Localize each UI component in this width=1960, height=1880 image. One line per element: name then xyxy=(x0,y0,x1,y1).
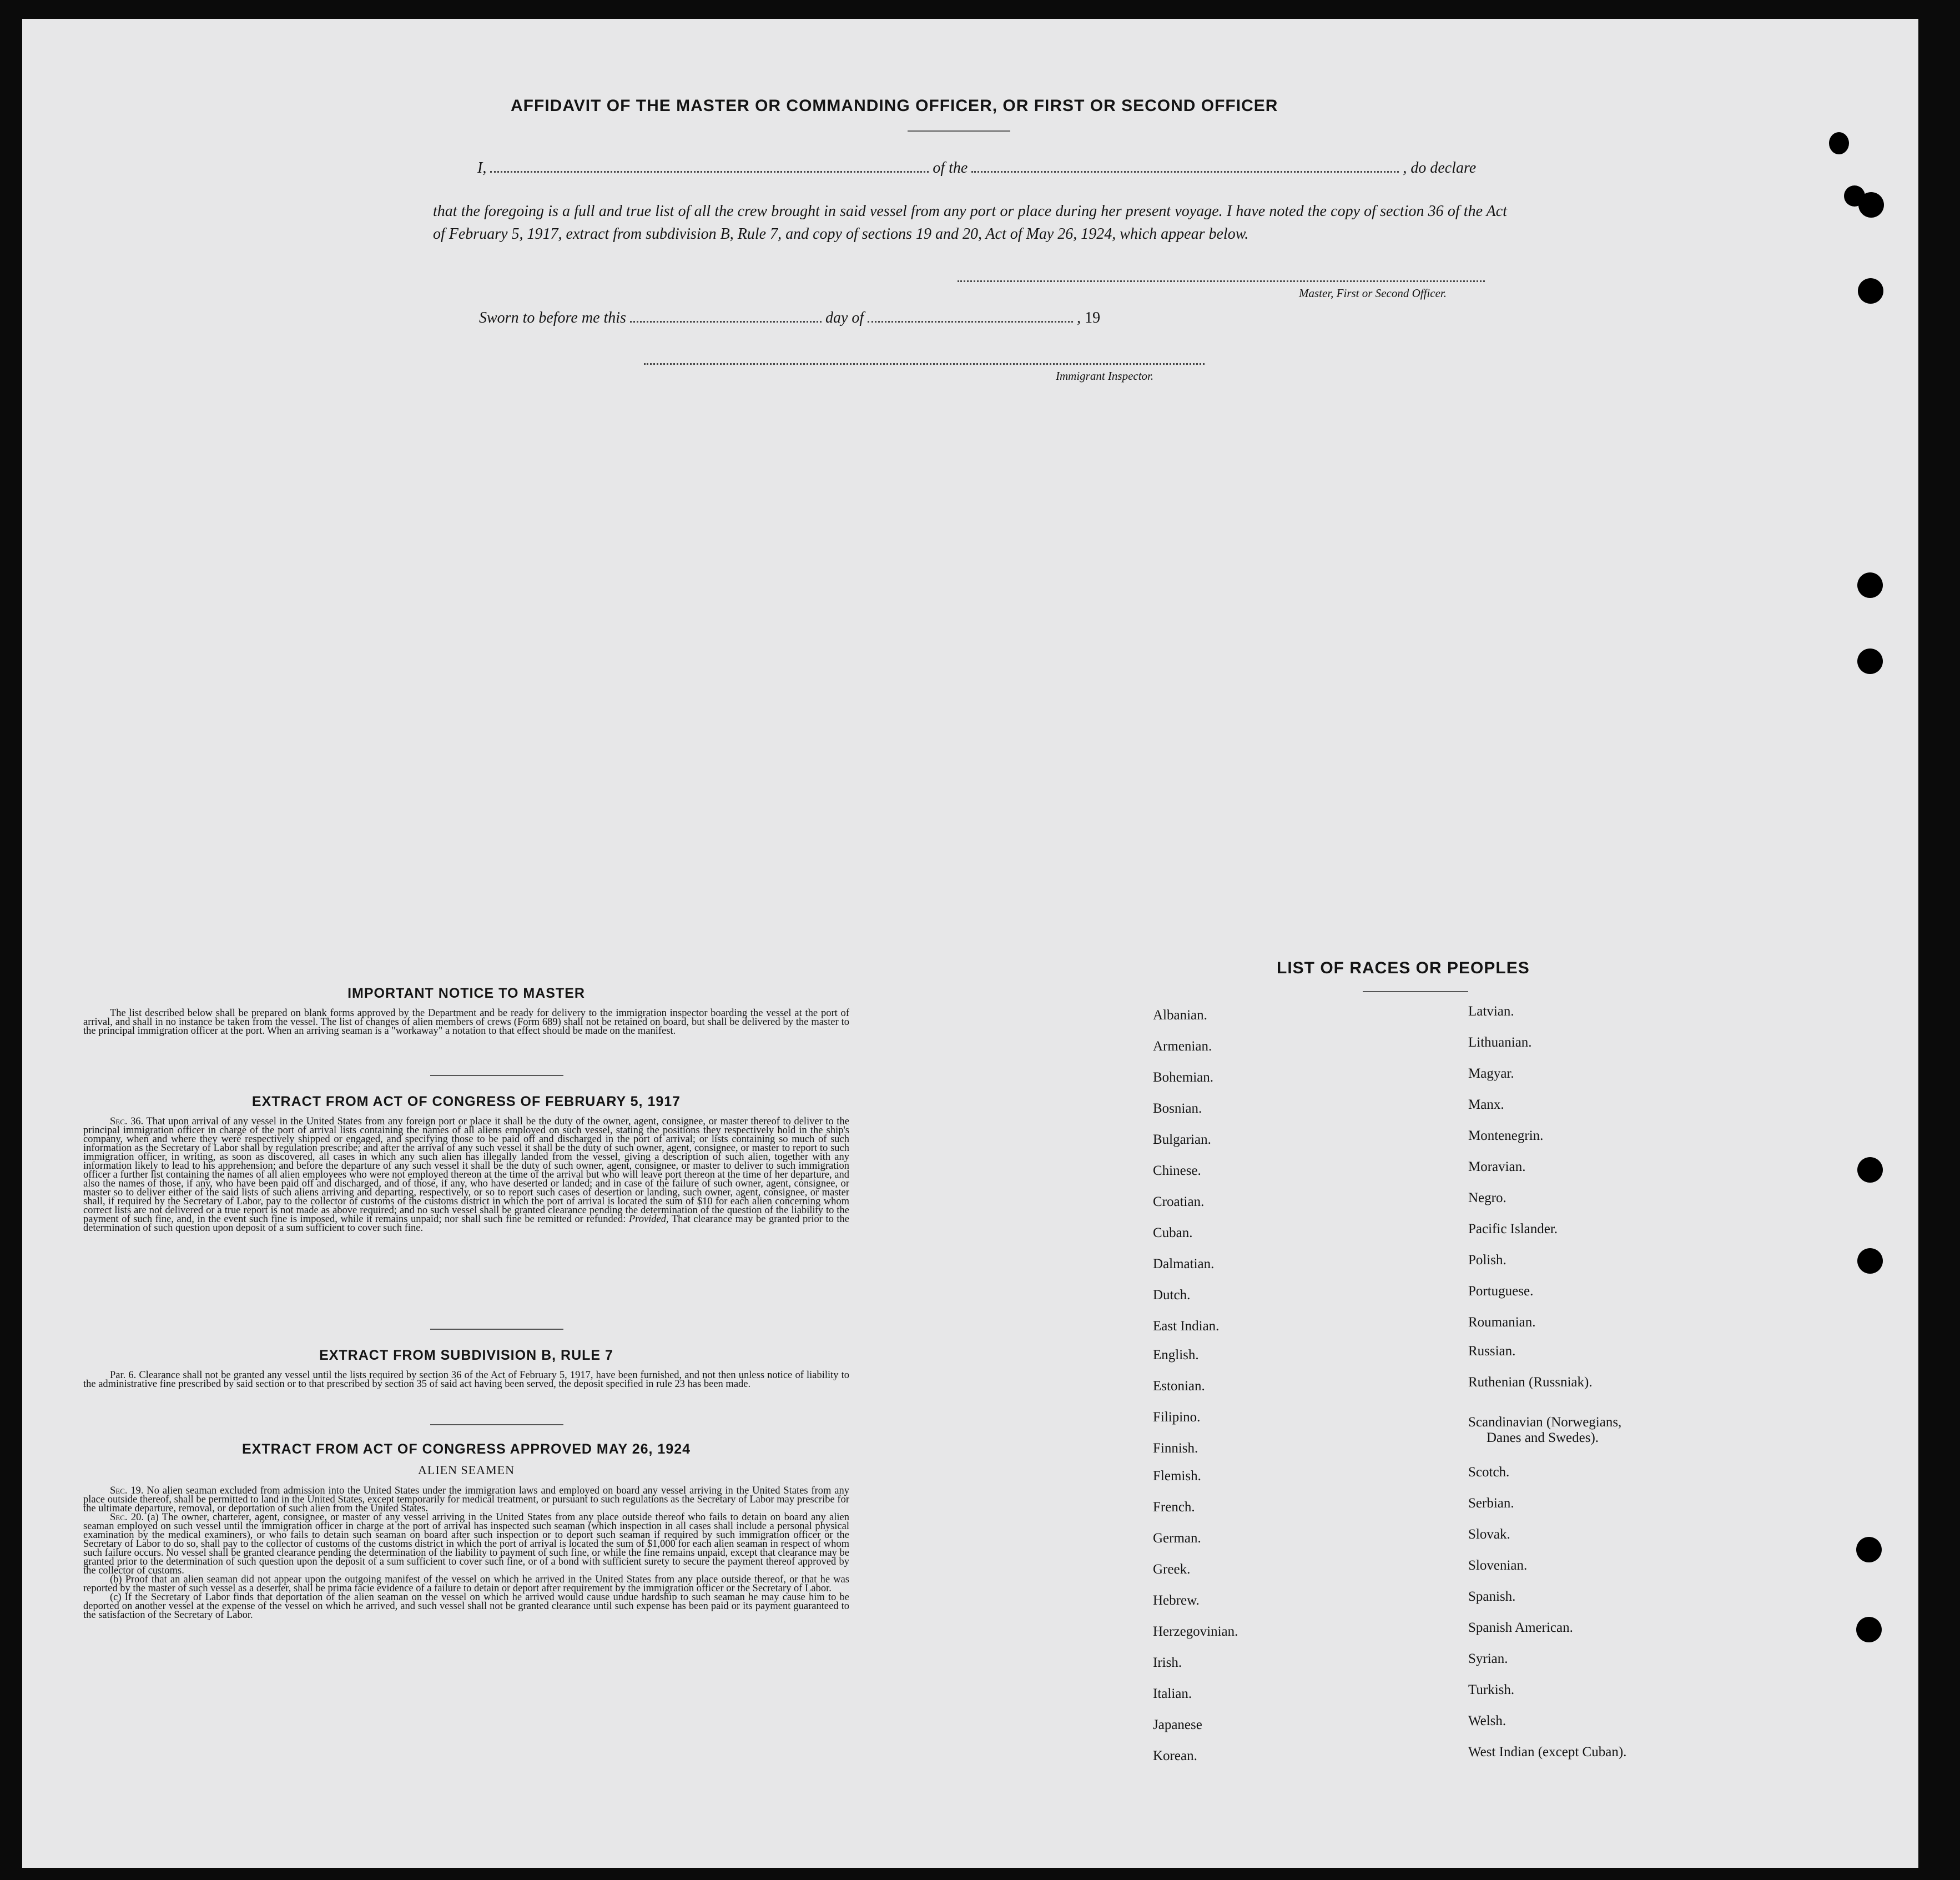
race-right-item: Slovenian. xyxy=(1468,1558,1528,1573)
punch-hole xyxy=(1857,1248,1883,1274)
provided-word: Provided, xyxy=(628,1214,669,1225)
race-left-item: Filipino. xyxy=(1153,1410,1201,1425)
race-left-item: Bulgarian. xyxy=(1153,1132,1211,1147)
sec36-body: That upon arrival of any vessel in the United States from any foreign port or place it shall be the duty of the owner, agent, consignee, or master thereof to deliver to the principal immigration officer in charge of the port of arrival lists containing the names of all aliens employed on such vessel, stating the positions they respectively hold in the ship's company, when and where they were respectively shipped or engaged, and specifying those to be paid off and discharged in the port of arrival; or lists containing so much of such information as the Secretary of Labor shall by regulation prescribe; and after the arrival of any such vessel it shall be the duty of such owner, agent, consignee, or master to report to such immigration officer, in writing, as soon as discovered, all cases in which any such alien has illegally landed from the vessel, giving a description of such alien, together with any information likely to lead to his apprehension; and before the departure of any such vessel it shall be the duty of such owner, agent, consignee, or master to deliver to such immigration officer a further list containing the names of all alien employees who were not employed thereon at the time of the arrival but who will leave port thereon at the time of her departure, and also the names of those, if any, who have been paid off and discharged, and of those, if any, who have deserted or landed; and in case of the failure of such owner, agent, consignee, or master so to deliver either of the said lists of such aliens arriving and departing, respectively, or so to report such cases of desertion or landing, such owner, agent, consignee, or master shall, if required by the Secretary of Labor, pay to the collector of customs of the customs district in which the port of arrival is located the sum of $10 for each alien concerning whom correct lists are not delivered or a true report is not made as above required; and no such vessel shall be granted clearance pending the determination of the question of the liability to the payment of such fine, and, in the event such fine is imposed, while it remains unpaid; nor shall such fine be remitted or refunded: xyxy=(83,1116,849,1225)
race-left-item: Herzegovinian. xyxy=(1153,1624,1238,1639)
punch-hole xyxy=(1857,649,1883,674)
notice-paragraph: The list described below shall be prepared on blank forms approved by the Department and be ready for delivery to the immigration inspector boarding the vessel at the port of arrival, and shall in no instance be taken from the vessel. The list of changes of alien members of crews (Form 689) shall not be retained on board, but shall be delivered by the master to the principal immigration officer at the port. When an arriving seaman is a "workaway" a notation to that effect should be made on the manifest. xyxy=(83,1008,849,1037)
affidavit-paragraph: that the foregoing is a full and true list of all the crew brought in said vessel from any port or place during her present voyage. I have noted the copy of section 36 of the Act of February 5, 1917, extract from subdivision B, Rule 7, and copy of sections 19 and 20, Act of May 26, 1924, which appear below. xyxy=(433,203,1507,243)
race-left-item: German. xyxy=(1153,1531,1201,1546)
race-right-item: Scandinavian (Norwegians, xyxy=(1468,1415,1622,1430)
race-right-item: Russian. xyxy=(1468,1344,1516,1359)
sec20-label: Sec. 20. xyxy=(110,1512,144,1523)
affidavit-i-label: I, xyxy=(477,159,487,177)
race-left-item: Italian. xyxy=(1153,1686,1192,1701)
race-left-item: East Indian. xyxy=(1153,1319,1220,1334)
sworn-label: Sworn to before me this xyxy=(479,309,626,326)
race-right-item: Turkish. xyxy=(1468,1682,1515,1697)
sec20b-body: (b) Proof that an alien seaman did not appear upon the outgoing manifest of the vessel on which he arrived in the United States from any place outside thereof, or that he was reported by the master of such vessel as a deserter, shall be prima facie evidence of a failure to detain or deport after requirement by the immigration officer or the Secretary of Labor. xyxy=(83,1574,849,1594)
race-right-item: Magyar. xyxy=(1468,1066,1514,1081)
race-right-item: Lithuanian. xyxy=(1468,1035,1532,1050)
punch-hole xyxy=(1856,1537,1882,1562)
notice-text xyxy=(83,1009,849,1035)
races-title: LIST OF RACES OR PEOPLES xyxy=(1277,959,1530,977)
name-blank[interactable] xyxy=(490,159,929,173)
race-right-item: Serbian. xyxy=(1468,1496,1514,1511)
race-right-item: Welsh. xyxy=(1468,1713,1506,1728)
race-left-item: Flemish. xyxy=(1153,1469,1201,1484)
race-right-item: Montenegrin. xyxy=(1468,1128,1544,1143)
master-signature-line[interactable] xyxy=(958,280,1485,282)
race-left-item: Chinese. xyxy=(1153,1163,1201,1178)
race-left-item: English. xyxy=(1153,1348,1199,1363)
race-right-item: Portuguese. xyxy=(1468,1284,1534,1299)
inspector-signature-label: Immigrant Inspector. xyxy=(1056,369,1154,383)
race-left-item: Cuban. xyxy=(1153,1225,1193,1240)
race-right-item: Syrian. xyxy=(1468,1651,1508,1666)
affidavit-declare-label: , do declare xyxy=(1403,159,1477,177)
race-left-item: Estonian. xyxy=(1153,1379,1205,1394)
form-sheet xyxy=(22,19,1918,1868)
race-right-item: Moravian. xyxy=(1468,1159,1526,1174)
sec20a-body: (a) The owner, charterer, agent, consignee, or master of any vessel arriving in the United States from any place outside thereof who fails to detain on board any alien seaman employed on such vessel until the immigration officer in charge at the port of arrival has inspected such seaman (which inspection in all cases shall include a personal physical examination by the medical examiners), or who fails to detain such seaman on board after such inspection or to deport such seaman if required by such immigration officer or the Secretary of Labor to do so, shall pay to the collector of customs of the customs district in which the port of arrival is located the sum of $1,000 for each alien seaman in respect of whom such failure occurs. No vessel shall be granted clearance pending the determination of the liability to payment of such fine, or while the fine remains unpaid, except that clearance may be granted prior to the determination of such question upon the deposit of a sum sufficient to cover such fine, or of a bond with sufficient surety to secure the payment thereof approved by the collector of customs. xyxy=(83,1512,850,1576)
race-right-item: West Indian (except Cuban). xyxy=(1468,1745,1627,1760)
notice-title: IMPORTANT NOTICE TO MASTER xyxy=(347,986,585,1001)
sworn-day-blank[interactable] xyxy=(630,309,822,323)
race-right-item: Manx. xyxy=(1468,1097,1504,1112)
race-right-item: Spanish American. xyxy=(1468,1620,1573,1635)
race-left-item: Bohemian. xyxy=(1153,1070,1214,1085)
race-left-item: Finnish. xyxy=(1153,1441,1198,1456)
sec36-label: Sec. 36. xyxy=(110,1116,144,1127)
extract-rule7-text xyxy=(83,1371,849,1389)
sec19-body: No alien seaman excluded from admission into the United States under the immigration laws and employed on board any vessel arriving in the United States from any place outside thereof, shall be permitted to land in the United States, except temporarily for medical treatment, or pursuant to such regulations as the Secretary of Labor may prescribe for the ultimate departure, removal, or deportation of such alien from the United States. xyxy=(83,1485,850,1514)
race-left-item: Hebrew. xyxy=(1153,1593,1200,1608)
race-right-item: Scotch. xyxy=(1468,1465,1510,1480)
race-right-item: Slovak. xyxy=(1468,1527,1510,1542)
extract-1924-text xyxy=(83,1486,849,1620)
race-left-item: Armenian. xyxy=(1153,1039,1212,1054)
day-of-label: day of xyxy=(825,309,864,326)
divider xyxy=(430,1329,563,1330)
sec36-end: That clearance may be granted prior to the determination of such question upon deposit of a sum sufficient to cover such fine. xyxy=(83,1214,850,1234)
inspector-signature-line[interactable] xyxy=(644,363,1205,365)
affidavit-title: AFFIDAVIT OF THE MASTER OR COMMANDING OFFICER, OR FIRST OR SECOND OFFICER xyxy=(511,97,1278,115)
sworn-month-blank[interactable] xyxy=(868,309,1073,323)
divider xyxy=(430,1424,563,1425)
punch-hole xyxy=(1857,1157,1883,1183)
extract-1917-title: EXTRACT FROM ACT OF CONGRESS OF FEBRUARY 5, 1917 xyxy=(251,1094,681,1109)
extract-1924-title: EXTRACT FROM ACT OF CONGRESS APPROVED MAY 26, 1924 xyxy=(241,1441,691,1457)
race-right-item: Pacific Islander. xyxy=(1468,1222,1558,1236)
divider xyxy=(430,1075,563,1076)
race-left-item: Bosnian. xyxy=(1153,1101,1202,1116)
race-right-item: Latvian. xyxy=(1468,1004,1514,1019)
race-left-item: Irish. xyxy=(1153,1655,1182,1670)
race-right-item: Roumanian. xyxy=(1468,1315,1536,1330)
punch-hole xyxy=(1858,192,1884,218)
extract-rule7-title: EXTRACT FROM SUBDIVISION B, RULE 7 xyxy=(319,1348,613,1363)
race-left-item: Greek. xyxy=(1153,1562,1191,1577)
divider xyxy=(908,130,1010,132)
race-right-item: Danes and Swedes). xyxy=(1487,1430,1599,1445)
sworn-line xyxy=(479,309,1100,327)
affidavit-of-the-label: of the xyxy=(933,159,968,177)
sec19-label: Sec. 19. xyxy=(110,1485,144,1496)
year-prefix: , 19 xyxy=(1077,309,1101,326)
race-left-item: Dalmatian. xyxy=(1153,1256,1215,1271)
race-left-item: Albanian. xyxy=(1153,1008,1207,1023)
race-left-item: French. xyxy=(1153,1500,1195,1515)
sec20c-body: (c) If the Secretary of Labor finds that deportation of the alien seaman on the vessel on which he arrived would cause undue hardship to such seaman he may cause him to be deported on another vessel at the expense of the vessel on which he arrived, and such vessel shall not be granted clearance until such expense has been paid or its payment guaranteed to the satisfaction of the Secretary of Labor. xyxy=(83,1592,849,1621)
race-left-item: Croatian. xyxy=(1153,1194,1205,1209)
punch-hole xyxy=(1829,132,1849,154)
race-right-item: Ruthenian (Russniak). xyxy=(1468,1375,1593,1390)
punch-hole xyxy=(1857,572,1883,598)
race-right-item: Negro. xyxy=(1468,1190,1506,1205)
rule7-paragraph: Par. 6. Clearance shall not be granted any vessel until the lists required by section 36 of the Act of February 5, 1917, have been furnished, and not then unless notice of liability to the administrative fine prescribed by said section or to that prescribed by section 35 of said act having been served, the deposit specified in rule 23 has been made. xyxy=(83,1370,849,1390)
punch-hole xyxy=(1856,1617,1882,1642)
affidavit-declaration-line xyxy=(477,159,1476,177)
extract-1917-text xyxy=(83,1117,849,1233)
race-left-item: Japanese xyxy=(1153,1717,1202,1732)
alien-seamen-subtitle: ALIEN SEAMEN xyxy=(418,1463,515,1477)
master-signature-label: Master, First or Second Officer. xyxy=(1299,286,1447,300)
race-left-item: Dutch. xyxy=(1153,1288,1191,1303)
vessel-blank[interactable] xyxy=(971,159,1399,173)
race-right-item: Spanish. xyxy=(1468,1589,1516,1604)
race-left-item: Korean. xyxy=(1153,1748,1197,1763)
divider xyxy=(1363,991,1468,992)
race-right-item: Polish. xyxy=(1468,1253,1506,1268)
punch-hole xyxy=(1858,278,1883,304)
